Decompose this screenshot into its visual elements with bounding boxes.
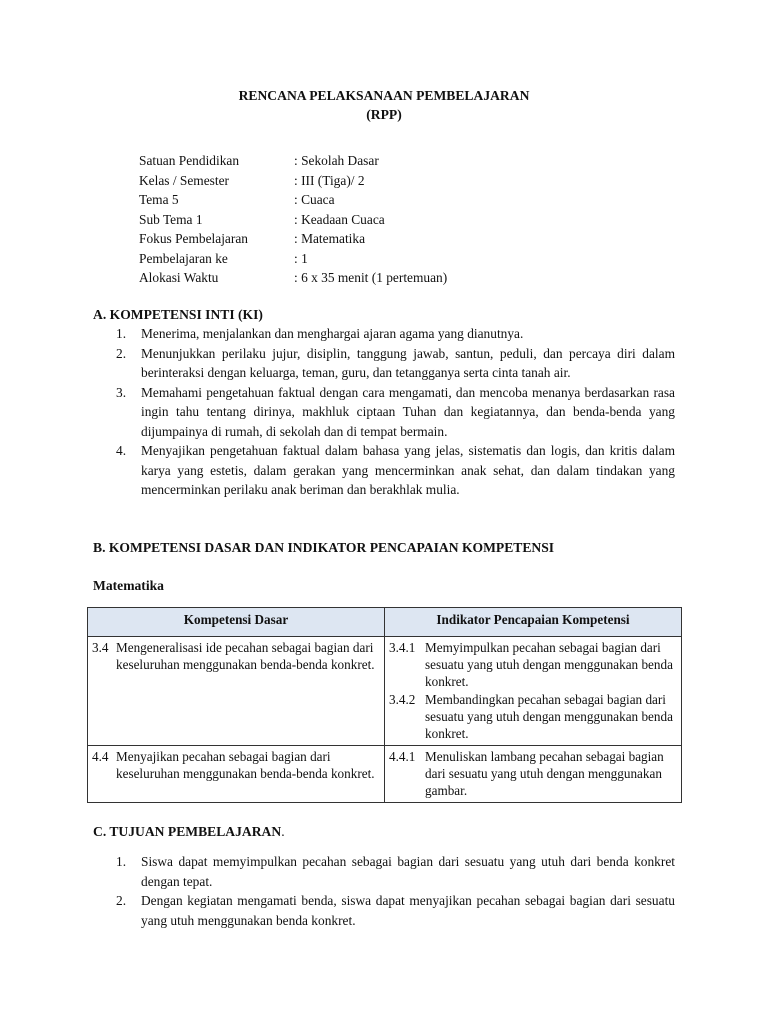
table-cell — [88, 746, 385, 803]
list-item — [116, 324, 675, 344]
list-text: Memahami pengetahuan faktual dengan cara mengamati, dan mencoba menanya berdasarkan rasa ingin tahu tentang dirinya, makhluk ciptaan Tuhan dan kegiatannya, dan benda-benda yang dijumpainya di rumah, di sekolah dan di tempat bermain. — [141, 384, 675, 439]
list-text: Dengan kegiatan mengamati benda, siswa dapat menyajikan pecahan sebagai bagian dari sesuatu yang utuh menggunakan benda konkret. — [141, 893, 675, 928]
indicator-text: Membandingkan pecahan sebagai bagian dari sesuatu yang utuh dengan menggunakan benda konkret. — [425, 692, 673, 741]
document-title: RENCANA PELAKSANAAN PEMBELAJARAN — [238, 88, 530, 103]
indicator-entry — [389, 639, 677, 690]
table-row — [88, 637, 682, 746]
identity-value: : Matematika — [294, 231, 366, 246]
identity-label: Kelas / Semester — [139, 172, 229, 188]
document-subtitle: (RPP) — [366, 107, 402, 122]
list-text: Siswa dapat memyimpulkan pecahan sebagai bagian dari sesuatu yang utuh dari benda konkret dengan tepat. — [141, 854, 675, 889]
identity-label: Sub Tema 1 — [139, 211, 203, 227]
identity-value: : Cuaca — [294, 192, 335, 207]
identity-row — [139, 249, 559, 269]
identity-row — [139, 190, 559, 210]
core-competence-list — [116, 324, 675, 500]
section-c-heading — [93, 822, 285, 842]
identity-value: : III (Tiga)/ 2 — [294, 172, 365, 188]
table-header-cell: Indikator Pencapaian Kompetensi — [385, 608, 682, 637]
indicator-entry — [389, 748, 677, 799]
identity-row — [139, 210, 559, 230]
list-item — [116, 383, 675, 442]
list-item — [116, 344, 675, 383]
list-number: 3. — [116, 384, 127, 400]
indicator-entry — [389, 691, 677, 742]
identity-row — [139, 171, 559, 191]
identity-label: Alokasi Waktu — [139, 270, 219, 285]
section-b-heading: B. KOMPETENSI DASAR DAN INDIKATOR PENCAPAIAN KOMPETENSI — [93, 540, 555, 555]
kd-code: 3.4 — [92, 640, 109, 655]
identity-block — [139, 151, 559, 288]
competence-table — [87, 607, 682, 803]
kd-text: Menyajikan pecahan sebagai bagian dari keseluruhan menggunakan benda-benda konkret. — [116, 749, 375, 781]
list-item — [116, 852, 675, 891]
indicator-code: 3.4.1 — [389, 640, 416, 655]
learning-goals-list — [116, 852, 675, 930]
kd-entry — [92, 639, 380, 673]
table-cell — [385, 746, 682, 803]
list-text: Menerima, menjalankan dan menghargai ajaran agama yang dianutnya. — [141, 326, 524, 341]
identity-value: : Sekolah Dasar — [294, 153, 379, 168]
section-c-heading-text: C. TUJUAN PEMBELAJARAN — [93, 824, 282, 839]
identity-label: Pembelajaran ke — [139, 250, 228, 266]
table-header-cell: Kompetensi Dasar — [88, 608, 385, 637]
list-item — [116, 891, 675, 930]
identity-label: Tema 5 — [139, 192, 179, 207]
identity-label: Fokus Pembelajaran — [139, 231, 248, 246]
list-number: 2. — [116, 893, 127, 908]
table-header-row — [88, 608, 682, 637]
table-row — [88, 746, 682, 803]
kd-text: Mengeneralisasi ide pecahan sebagai bagian dari keseluruhan menggunakan benda-benda konkret. — [116, 640, 375, 672]
identity-row — [139, 268, 559, 288]
list-item — [116, 441, 675, 500]
table-cell — [385, 637, 682, 746]
list-number: 4. — [116, 443, 127, 458]
subject-heading: Matematika — [93, 578, 164, 593]
identity-row — [139, 229, 559, 249]
indicator-code: 3.4.2 — [389, 692, 416, 707]
section-c-heading-suffix: . — [281, 824, 285, 839]
identity-value: : 1 — [294, 250, 308, 266]
indicator-text: Memyimpulkan pecahan sebagai bagian dari sesuatu yang utuh dengan menggunakan benda konkret. — [425, 640, 673, 689]
kd-code: 4.4 — [92, 749, 109, 764]
list-text: Menyajikan pengetahuan faktual dalam bahasa yang jelas, sistematis dan logis, dan kritis dalam karya yang estetis, dalam gerakan yang mencerminkan anak sehat, dan dalam tindakan yang mencerminkan perilaku anak beriman dan berakhlak mulia. — [141, 443, 675, 497]
table-cell — [88, 637, 385, 746]
section-a-heading: A. KOMPETENSI INTI (KI) — [93, 307, 263, 322]
identity-value: : Keadaan Cuaca — [294, 211, 385, 227]
list-text: Menunjukkan perilaku jujur, disiplin, tanggung jawab, santun, peduli, dan percaya diri dalam berinteraksi dengan keluarga, teman, guru, dan tetangganya serta cinta tanah air. — [141, 345, 675, 380]
identity-value: : 6 x 35 menit (1 pertemuan) — [294, 270, 448, 285]
list-number: 2. — [116, 345, 127, 361]
list-number: 1. — [116, 854, 127, 869]
identity-row — [139, 151, 559, 171]
indicator-code: 4.4.1 — [389, 749, 416, 764]
identity-label: Satuan Pendidikan — [139, 153, 240, 168]
kd-entry — [92, 748, 380, 782]
list-number: 1. — [116, 326, 127, 341]
indicator-text: Menuliskan lambang pecahan sebagai bagian dari sesuatu yang utuh dengan menggunakan gambar. — [425, 749, 664, 798]
